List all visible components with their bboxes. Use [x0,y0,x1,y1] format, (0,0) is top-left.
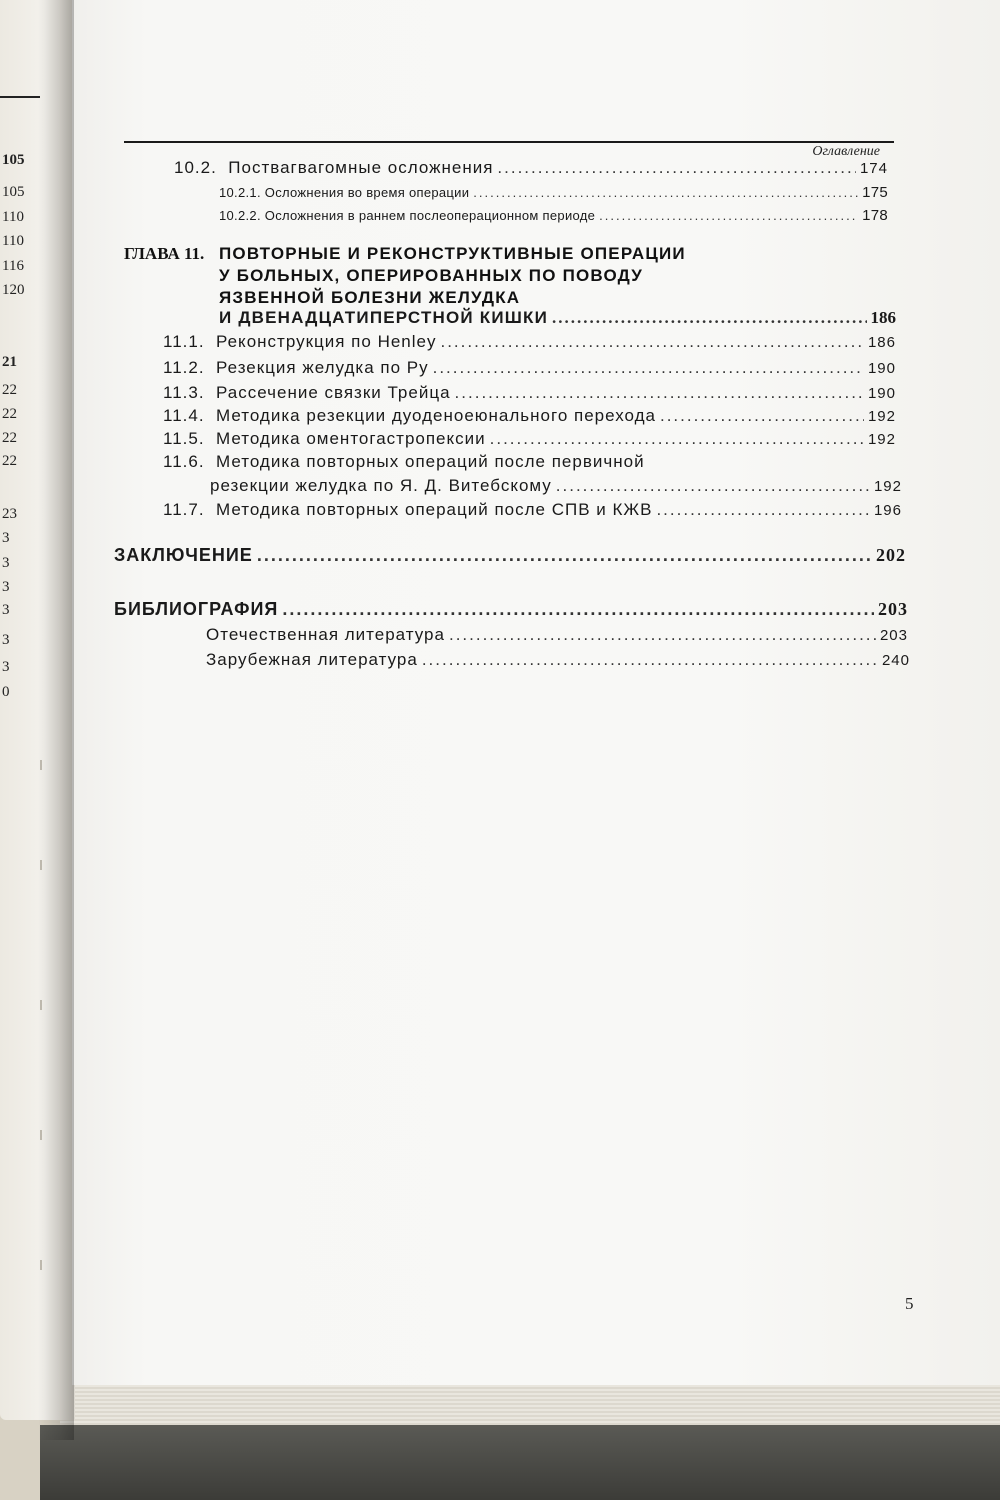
chapter-page: 186 [870,308,896,327]
binding-stitch [40,1000,50,1010]
toc-entry-title [163,358,429,378]
binding-stitch [40,1130,50,1140]
toc-entry-page: 174 [859,160,888,177]
left-page-number: 3 [2,579,10,595]
toc-entry-bibliography[interactable] [114,599,908,620]
toc-entry-title [163,500,652,520]
toc-entry-conclusion[interactable] [114,545,906,566]
left-page-number: 110 [2,233,24,249]
book-bottom-edge [40,1425,1000,1500]
dot-leader [473,185,858,200]
left-page-number: 3 [2,632,10,648]
left-page-number: 0 [2,684,10,700]
toc-entry-title [163,332,436,352]
toc-entry-title [163,406,656,426]
toc-entry-page: 190 [867,360,896,377]
dot-leader [449,625,876,645]
toc-entry-page: 192 [873,478,902,495]
toc-entry-label: ЗАКЛЮЧЕНИЕ [114,545,253,565]
book-gutter [38,0,74,1440]
toc-entry-label: резекции желудка по Я. Д. Витебскому [210,476,552,495]
toc-entry-label: БИБЛИОГРАФИЯ [114,599,279,619]
dot-leader [497,158,856,178]
chapter-title-line: У БОЛЬНЫХ, ОПЕРИРОВАННЫХ ПО ПОВОДУ [219,266,643,285]
binding-stitch [40,760,50,770]
page-stack-edges [60,1385,1000,1425]
left-page-number: 110 [2,209,24,225]
dot-leader [660,406,864,426]
toc-entry-label: Отечественная литература [206,625,445,644]
toc-entry[interactable] [206,625,908,645]
toc-entry[interactable] [163,332,896,352]
toc-entry-number: 11.7. [163,500,205,519]
toc-entry-number: 11.2. [163,358,205,377]
chapter-title-last-line[interactable] [219,308,896,328]
toc-entry-title [163,429,486,449]
chapter-title-line: ЯЗВЕННОЙ БОЛЕЗНИ ЖЕЛУДКА [219,288,521,307]
toc-entry-label: Методика повторных операций после первичной [216,452,645,471]
toc-entry-page: 196 [873,502,902,519]
chapter-label: ГЛАВА 11. [124,244,205,263]
toc-entry[interactable] [219,184,888,201]
left-page-number: 116 [2,258,24,274]
toc-entry-label: Методика повторных операций после СПВ и КЖВ [216,500,653,519]
dot-leader [556,476,870,496]
dot-leader [656,500,870,520]
dot-leader [599,208,858,223]
toc-entry-page: 186 [867,334,896,351]
toc-entry-page: 192 [867,408,896,425]
toc-entry-title [163,452,645,472]
dot-leader [552,308,866,328]
left-page-number: 105 [2,184,25,200]
dot-leader [282,599,874,620]
toc-entry-label: Реконструкция по Henley [216,332,437,351]
toc-entry[interactable] [163,358,896,378]
dot-leader [257,545,872,566]
toc-entry[interactable] [163,383,896,403]
toc-entry-title [174,158,493,178]
chapter-title-line: И ДВЕНАДЦАТИПЕРСТНОЙ КИШКИ [219,308,549,327]
toc-entry-page: 202 [876,545,906,565]
left-page-number: 3 [2,530,10,546]
toc-entry[interactable] [174,158,888,178]
toc-entry-line1[interactable] [163,452,896,472]
toc-entry[interactable] [219,207,888,224]
toc-entry-page: 240 [881,652,910,669]
running-head: Оглавление [812,144,880,159]
toc-entry-page: 190 [867,385,896,402]
toc-entry-number: 11.6. [163,452,205,471]
toc-entry-page: 203 [878,599,908,619]
toc-entry-label: Осложнения во время операции [264,185,470,200]
toc-entry[interactable] [163,500,902,520]
toc-entry[interactable] [206,650,910,670]
toc-entry-number: 11.3. [163,383,205,402]
toc-entry[interactable] [210,476,902,496]
left-page-number: 3 [2,602,10,618]
chapter-title-line: ПОВТОРНЫЕ И РЕКОНСТРУКТИВНЫЕ ОПЕРАЦИИ [219,244,686,263]
left-page-number: 3 [2,659,10,675]
left-page-number: 21 [2,354,17,370]
header-rule [124,141,894,143]
toc-entry-number: 10.2.1. [219,185,261,200]
toc-entry-number: 11.4. [163,406,205,425]
page-number: 5 [905,1294,914,1313]
left-page-rule [0,96,40,98]
toc-entry-number: 11.5. [163,429,205,448]
toc-entry-label: Рассечение связки Трейца [216,383,451,402]
binding-stitch [40,860,50,870]
left-page-number: 22 [2,406,17,422]
toc-entry-title [219,185,469,200]
toc-entry-label: Резекция желудка по Ру [216,358,429,377]
dot-leader [440,332,863,352]
toc-entry-label: Методика оментогастропексии [216,429,486,448]
toc-entry[interactable] [163,429,896,449]
toc-entry-label: Зарубежная литература [206,650,418,669]
left-page-number: 120 [2,282,25,298]
toc-entry-number: 10.2.2. [219,208,261,223]
dot-leader [433,358,864,378]
toc-entry-label: Поствагвагомные осложнения [228,158,494,177]
left-page-number: 23 [2,506,17,522]
dot-leader [490,429,864,449]
toc-entry-number: 11.1. [163,332,205,351]
left-page-number: 22 [2,382,17,398]
left-page-number: 105 [2,152,25,168]
toc-entry-label: Методика резекции дуоденоеюнального перехода [216,406,656,425]
binding-stitch [40,1260,50,1270]
dot-leader [455,383,864,403]
toc-entry-page: 178 [862,207,888,224]
toc-entry-title [163,383,451,403]
left-page-number: 3 [2,555,10,571]
toc-entry[interactable] [163,406,896,426]
toc-entry-page: 192 [867,431,896,448]
left-page-number: 22 [2,430,17,446]
dot-leader [422,650,878,670]
toc-entry-title [219,208,595,223]
left-page-number: 22 [2,453,17,469]
toc-entry-page: 203 [879,627,908,644]
toc-entry-number: 10.2. [174,158,217,177]
toc-entry-page: 175 [862,184,888,201]
toc-entry-label: Осложнения в раннем послеоперационном периоде [264,208,596,223]
